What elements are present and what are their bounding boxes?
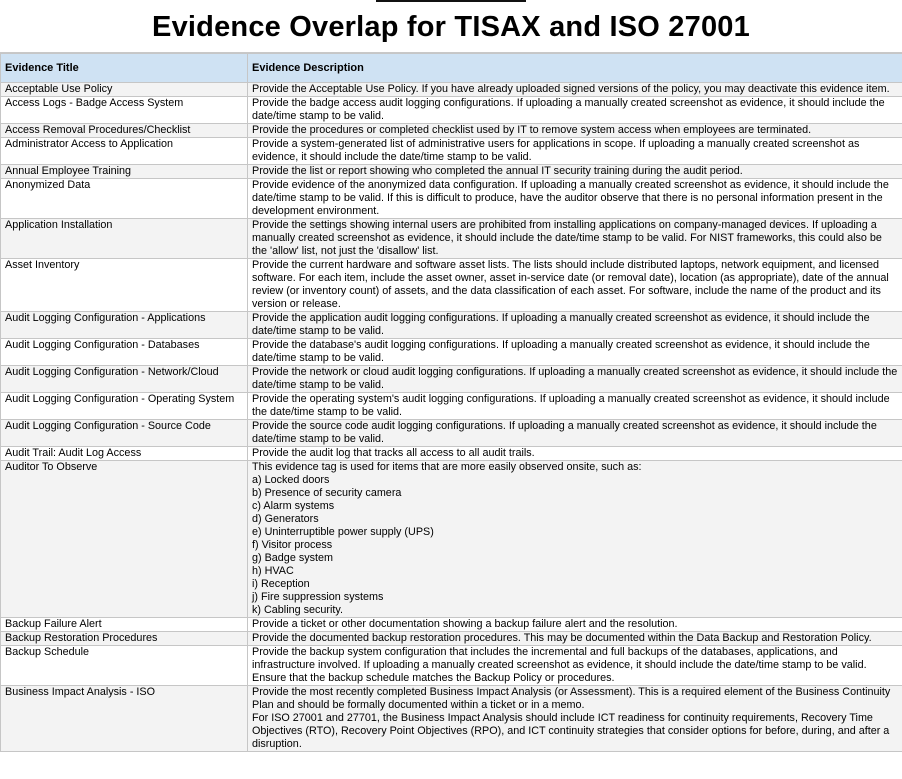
evidence-description-cell[interactable]: Provide the Acceptable Use Policy. If you have already uploaded signed versions of the policy, you may deactivate this evidence item.	[248, 83, 902, 97]
table-row	[1, 618, 902, 632]
evidence-title-cell[interactable]: Audit Logging Configuration - Databases	[1, 339, 248, 366]
table-row	[1, 179, 902, 219]
evidence-description-cell[interactable]: Provide the list or report showing who completed the annual IT security training during the audit period.	[248, 165, 902, 179]
column-header-evidence-title[interactable]: Evidence Title	[1, 54, 248, 83]
evidence-description-cell[interactable]: Provide the network or cloud audit logging configurations. If uploading a manually created screenshot as evidence, it should include the date/time stamp to be valid.	[248, 366, 902, 393]
evidence-description-cell[interactable]: Provide a ticket or other documentation showing a backup failure alert and the resolution.	[248, 618, 902, 632]
evidence-description-cell[interactable]: This evidence tag is used for items that are more easily observed onsite, such as: a) Locked doors b) Presence of security camera c) Alarm systems d) Generators e) Uninterruptible power supply (UPS) f) Visitor process g) Badge system h) HVAC i) Reception j) Fire suppression systems k) Cabling security.	[248, 461, 902, 618]
evidence-description-cell[interactable]: Provide the documented backup restoration procedures. This may be documented within the Data Backup and Restoration Policy.	[248, 632, 902, 646]
page-title: Evidence Overlap for TISAX and ISO 27001	[152, 10, 750, 43]
table-row	[1, 366, 902, 393]
evidence-title-cell[interactable]: Access Logs - Badge Access System	[1, 97, 248, 124]
evidence-title-cell[interactable]: Audit Logging Configuration - Applications	[1, 312, 248, 339]
evidence-description-cell[interactable]: Provide the application audit logging configurations. If uploading a manually created screenshot as evidence, it should include the date/time stamp to be valid.	[248, 312, 902, 339]
table-row	[1, 259, 902, 312]
title-top-rule	[376, 0, 526, 2]
table-row	[1, 97, 902, 124]
table-row	[1, 461, 902, 618]
evidence-title-cell[interactable]: Administrator Access to Application	[1, 138, 248, 165]
evidence-title-cell[interactable]: Business Impact Analysis - ISO	[1, 686, 248, 752]
evidence-description-cell[interactable]: Provide the most recently completed Business Impact Analysis (or Assessment). This is a required element of the Business Continuity Plan and should be formally documented within a ticket or in a memo. For ISO 27001 and 27701, the Business Impact Analysis should include ICT readiness for continuity requirements, Recovery Time Objectives (RTO), Recovery Point Objectives (RPO), and ICT continuity strategies that consider options for before, during, and after a disruption.	[248, 686, 902, 752]
evidence-description-cell[interactable]: Provide the operating system's audit logging configurations. If uploading a manually created screenshot as evidence, it should include the date/time stamp to be valid.	[248, 393, 902, 420]
evidence-title-cell[interactable]: Audit Logging Configuration - Operating System	[1, 393, 248, 420]
evidence-title-cell[interactable]: Audit Trail: Audit Log Access	[1, 447, 248, 461]
table-row	[1, 83, 902, 97]
evidence-title-cell[interactable]: Backup Restoration Procedures	[1, 632, 248, 646]
evidence-table	[0, 53, 902, 752]
evidence-title-cell[interactable]: Audit Logging Configuration - Source Code	[1, 420, 248, 447]
evidence-description-cell[interactable]: Provide the database's audit logging configurations. If uploading a manually created screenshot as evidence, it should include the date/time stamp to be valid.	[248, 339, 902, 366]
evidence-title-cell[interactable]: Anonymized Data	[1, 179, 248, 219]
table-row	[1, 138, 902, 165]
evidence-description-cell[interactable]: Provide the audit log that tracks all access to all audit trails.	[248, 447, 902, 461]
table-row	[1, 393, 902, 420]
evidence-title-cell[interactable]: Backup Failure Alert	[1, 618, 248, 632]
column-header-evidence-description[interactable]: Evidence Description	[248, 54, 902, 83]
evidence-description-cell[interactable]: Provide the badge access audit logging configurations. If uploading a manually created screenshot as evidence, it should include the date/time stamp to be valid.	[248, 97, 902, 124]
evidence-title-cell[interactable]: Audit Logging Configuration - Network/Cloud	[1, 366, 248, 393]
evidence-description-cell[interactable]: Provide the backup system configuration that includes the incremental and full backups of the databases, applications, and infrastructure involved. If uploading a manually created screenshot as evidence, it should include the date/time stamp to be valid. Ensure that the backup schedule matches the Backup Policy or procedures.	[248, 646, 902, 686]
evidence-title-cell[interactable]: Acceptable Use Policy	[1, 83, 248, 97]
header-row	[1, 54, 902, 83]
evidence-title-cell[interactable]: Annual Employee Training	[1, 165, 248, 179]
table-row	[1, 124, 902, 138]
evidence-description-cell[interactable]: Provide the settings showing internal users are prohibited from installing applications on company-managed devices. If uploading a manually created screenshot as evidence, it should include the date/time stamp to be valid. For NIST frameworks, this could also be the 'allow' list, not just the 'disallow' list.	[248, 219, 902, 259]
evidence-title-cell[interactable]: Asset Inventory	[1, 259, 248, 312]
evidence-title-cell[interactable]: Auditor To Observe	[1, 461, 248, 618]
table-row	[1, 686, 902, 752]
evidence-title-cell[interactable]: Access Removal Procedures/Checklist	[1, 124, 248, 138]
evidence-description-cell[interactable]: Provide the procedures or completed checklist used by IT to remove system access when employees are terminated.	[248, 124, 902, 138]
evidence-title-cell[interactable]: Application Installation	[1, 219, 248, 259]
table-row	[1, 646, 902, 686]
table-row	[1, 165, 902, 179]
table-row	[1, 339, 902, 366]
table-row	[1, 632, 902, 646]
table-row	[1, 312, 902, 339]
evidence-description-cell[interactable]: Provide a system-generated list of administrative users for applications in scope. If uploading a manually created screenshot as evidence, it should include the date/time stamp to be valid.	[248, 138, 902, 165]
evidence-description-cell[interactable]: Provide the current hardware and software asset lists. The lists should include distributed laptops, network equipment, and licensed software. For each item, include the asset owner, asset in-service date (or removal date), location (as appropriate), date of the annual review (or inventory count) of assets, and the data classification of each asset. For software, include the name of the product and its version or release.	[248, 259, 902, 312]
evidence-description-cell[interactable]: Provide evidence of the anonymized data configuration. If uploading a manually created screenshot as evidence, it should include the date/time stamp to be valid. If this is difficult to produce, have the auditor observe that there is no personal information present in the development environment.	[248, 179, 902, 219]
title-bar	[0, 0, 902, 53]
table-row	[1, 447, 902, 461]
evidence-title-cell[interactable]: Backup Schedule	[1, 646, 248, 686]
table-row	[1, 420, 902, 447]
evidence-description-cell[interactable]: Provide the source code audit logging configurations. If uploading a manually created screenshot as evidence, it should include the date/time stamp to be valid.	[248, 420, 902, 447]
table-row	[1, 219, 902, 259]
